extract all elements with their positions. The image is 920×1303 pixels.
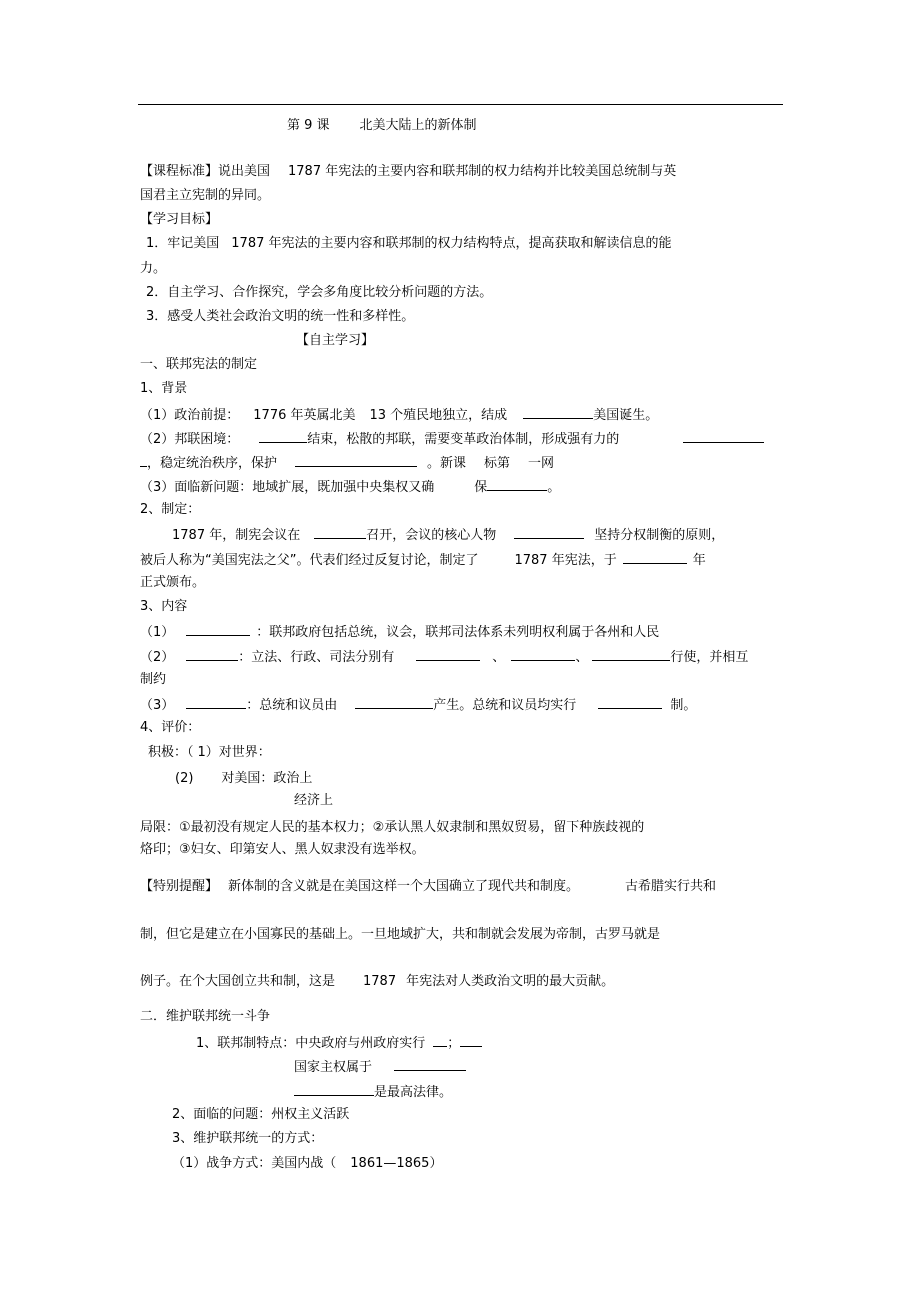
fill-blank[interactable] (592, 647, 670, 661)
fill-blank[interactable] (394, 1057, 466, 1071)
sovereignty-text: 国家主权属于 (294, 1060, 373, 1075)
tip-l3-b: 1787 (363, 974, 397, 989)
supreme-law-line (294, 1082, 452, 1102)
fill-blank[interactable] (623, 550, 687, 564)
content-3 (140, 695, 696, 715)
fill-blank[interactable] (487, 477, 547, 491)
fill-blank[interactable] (259, 429, 307, 443)
self-study-heading: 【自主学习】 (296, 333, 375, 348)
making-l1-b: 召开，会议的核心人物 (366, 528, 497, 543)
standard-text-a: 【课程标准】说出美国 (140, 164, 271, 179)
bg-point-2 (140, 429, 764, 449)
bg-point-2-cont (140, 453, 554, 473)
content-heading: 3、内容 (140, 599, 188, 614)
fill-blank[interactable] (186, 695, 246, 709)
making-l2-c: 年 (692, 553, 706, 568)
bg-p2-a: （2）邦联困境： (140, 432, 240, 447)
eval-pos-b: 1）对世界： (197, 745, 271, 760)
fill-blank[interactable] (186, 647, 238, 661)
sovereignty-line (294, 1057, 466, 1077)
content-c2-e: 行使，并相互 (670, 650, 749, 665)
goal-2: 2．自主学习、合作探究，学会多角度比较分析问题的方法。 (146, 285, 493, 300)
federal-feature-text: 1、联邦制特点：中央政府与州政府实行 (196, 1036, 426, 1051)
bg-p2-c: ，稳定统治秩序，保护 (147, 456, 278, 471)
fill-blank[interactable] (514, 525, 584, 539)
eval-us-economy: 经济上 (294, 793, 334, 808)
bg-point-3 (140, 477, 560, 497)
making-l2-a: 被后人称为“美国宪法之父”。代表们经过反复讨论，制定了 (140, 553, 479, 568)
bg-p1-c: 13 个殖民地独立，结成 (369, 408, 508, 423)
goal-1-b: 1787 年宪法的主要内容和联邦制的权力结构特点，提高获取和解读信息的能 (231, 236, 672, 251)
fill-blank[interactable] (355, 695, 433, 709)
tip-l3-a: 例子。在个大国创立共和制，这是 (140, 974, 336, 989)
bg-p1-b: 1776 年英属北美 (253, 408, 356, 423)
bg-p1-a: （1）政治前提： (140, 408, 240, 423)
goal-1-a: 1．牢记美国 (146, 236, 220, 251)
bg-p2-b: 结束，松散的邦联，需要变革政治体制，形成强有力的 (307, 432, 620, 447)
war-text-a: （1）战争方式：美国内战（ (172, 1156, 337, 1171)
war-line (172, 1155, 442, 1173)
standard-line-2: 国君主立宪制的异同。 (140, 188, 271, 203)
bg-p3-a: （3）面临新问题：地域扩展，既加强中央集权又确 (140, 480, 435, 495)
goal-1-cont: 力。 (140, 261, 167, 276)
eval-limit-1: 局限：①最初没有规定人民的基本权力；②承认黑人奴隶制和黑奴贸易，留下种族歧视的 (140, 820, 645, 835)
tip-line-2: 制，但它是建立在小国寡民的基础上。一旦地域扩大，共和制就会发展为帝制，古罗马就是 (140, 927, 661, 942)
bg-point-1 (140, 405, 658, 425)
eval-heading: 4、评价： (140, 720, 201, 735)
fill-blank[interactable] (511, 647, 575, 661)
content-c2-c: 、 (492, 650, 506, 665)
content-c1-a: （1） (140, 625, 175, 640)
eval-positive (148, 744, 271, 762)
bg-p2-d: 。新课 (427, 456, 467, 471)
eval-limit-2: 烙印；③妇女、印第安人、黑人奴隶没有选举权。 (140, 842, 425, 857)
goal-3: 3．感受人类社会政治文明的统一性和多样性。 (146, 309, 415, 324)
method-line: 3、维护联邦统一的方式： (172, 1131, 324, 1146)
problem-line: 2、面临的问题：州权主义活跃 (172, 1107, 350, 1122)
making-l2-b: 1787 年宪法，于 (514, 553, 617, 568)
standard-line-1 (140, 163, 676, 181)
making-line-2 (140, 550, 706, 570)
fill-blank[interactable] (598, 695, 662, 709)
bg-p2-f: 一网 (528, 456, 555, 471)
lesson-name: 北美大陆上的新体制 (359, 118, 477, 133)
fill-blank[interactable] (314, 525, 366, 539)
supreme-law-text: 是最高法律。 (374, 1085, 453, 1100)
goals-heading: 【学习目标】 (140, 212, 219, 227)
background-heading: 1、背景 (140, 381, 188, 396)
tip-text-b: 新体制的含义就是在美国这样一个大国确立了现代共和制度。 (228, 879, 580, 894)
part2-heading: 二．维护联邦统一斗争 (140, 1009, 271, 1024)
making-l1-c: 坚持分权制衡的原则， (594, 528, 725, 543)
bg-p3-c: 。 (547, 480, 561, 495)
fill-blank[interactable] (295, 453, 417, 467)
lesson-number: 第 9 课 (287, 118, 330, 133)
fill-blank[interactable] (523, 405, 593, 419)
tip-heading: 【特别提醒】 (140, 879, 219, 894)
fill-blank[interactable] (140, 453, 147, 467)
fill-blank[interactable] (416, 647, 480, 661)
tip-line-1 (140, 878, 716, 896)
eval-us-b: 对美国：政治上 (221, 771, 313, 786)
tip-text-c: 古希腊实行共和 (625, 879, 717, 894)
content-c2-a: （2） (140, 650, 175, 665)
goal-1 (146, 235, 672, 253)
content-c2-b: ：立法、行政、司法分别有 (238, 650, 395, 665)
fill-blank[interactable] (683, 429, 764, 443)
content-1 (140, 622, 659, 642)
content-c2-d: 、 (575, 650, 589, 665)
header-rule (138, 104, 783, 105)
fill-blank[interactable] (433, 1033, 447, 1047)
war-text-b: 1861—1865） (350, 1156, 443, 1171)
federal-feature (196, 1033, 482, 1053)
eval-us-a: (2) (175, 771, 194, 786)
federal-feature-end: ； (447, 1036, 461, 1051)
content-2-cont: 制约 (140, 672, 167, 687)
eval-pos-a: 积极：（ (148, 745, 194, 760)
content-c3-c: 产生。总统和议员均实行 (433, 698, 577, 713)
lesson-title (287, 117, 477, 135)
making-line-3: 正式颁布。 (140, 575, 206, 590)
part1-heading: 一、联邦宪法的制定 (140, 357, 258, 372)
content-2 (140, 647, 748, 667)
fill-blank[interactable] (186, 622, 250, 636)
fill-blank[interactable] (294, 1082, 374, 1096)
standard-text-b: 1787 年宪法的主要内容和联邦制的权力结构并比较美国总统制与英 (288, 164, 677, 179)
content-c1-b: ：联邦政府包括总统，议会，联邦司法体系未列明权利属于各州和人民 (256, 625, 660, 640)
bg-p3-b: 保 (474, 480, 488, 495)
tip-l3-c: 年宪法对人类政治文明的最大贡献。 (406, 974, 615, 989)
content-c3-d: 制。 (670, 698, 697, 713)
making-line-1 (172, 525, 724, 545)
bg-p1-d: 美国诞生。 (593, 408, 659, 423)
tip-line-3 (140, 973, 614, 991)
making-l1-a: 1787 年，制宪会议在 (172, 528, 301, 543)
fill-blank[interactable] (460, 1033, 482, 1047)
eval-us-politics (175, 770, 312, 788)
making-heading: 2、制定： (140, 502, 201, 517)
bg-p2-e: 标第 (484, 456, 511, 471)
content-c3-a: （3） (140, 698, 175, 713)
content-c3-b: ：总统和议员由 (246, 698, 338, 713)
